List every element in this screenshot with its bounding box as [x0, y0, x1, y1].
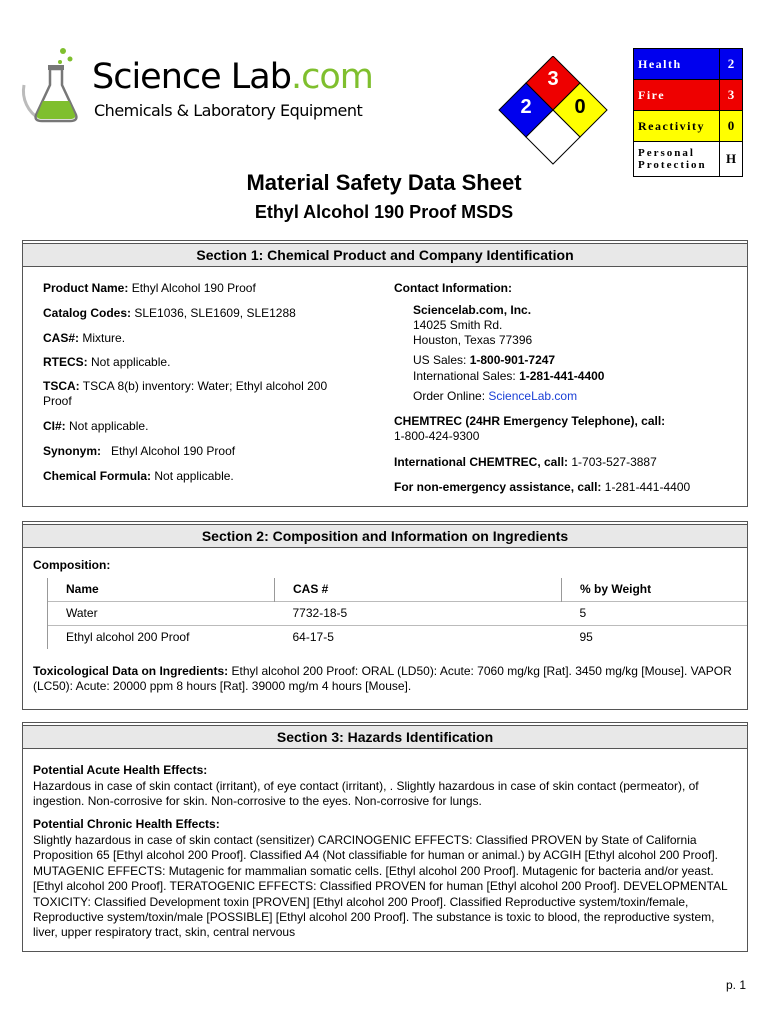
nfpa-fire-value: 3	[547, 68, 559, 90]
hazard-value: 3	[720, 80, 743, 111]
table-cell: Water	[48, 602, 275, 626]
flask-icon	[20, 45, 90, 125]
company-name: Sciencelab.com, Inc.	[413, 303, 532, 317]
contact-info-label: Contact Information:	[394, 281, 512, 295]
hazard-label: Personal Protection	[634, 142, 720, 177]
chemical-formula: Chemical Formula: Not applicable.	[43, 469, 234, 483]
hazard-row-health	[634, 49, 743, 80]
us-sales: US Sales: 1-800-901-7247	[413, 353, 556, 367]
table-cell: Ethyl alcohol 200 Proof	[48, 626, 275, 650]
synonym: Synonym: Ethyl Alcohol 190 Proof	[43, 444, 236, 458]
composition-table	[47, 578, 747, 649]
table-cell: 64-17-5	[275, 626, 562, 650]
tsca: TSCA: TSCA 8(b) inventory: Water; Ethyl alcohol 200 Proof	[43, 379, 328, 408]
section-heading: Section 3: Hazards Identification	[23, 725, 747, 749]
acute-effects-label: Potential Acute Health Effects:	[33, 763, 208, 777]
address-line-1: 14025 Smith Rd.	[413, 318, 503, 332]
acute-effects-text: Hazardous in case of skin contact (irritant), of eye contact (irritant), . Slightly hazardous in case of skin contact (permeator), of ingestion. Non-corrosive for skin. Non-corrosive to the eyes. Non-corrosive for lungs.	[33, 779, 699, 809]
rtecs: RTECS: Not applicable.	[43, 355, 171, 369]
order-online: Order Online: ScienceLab.com	[413, 389, 578, 403]
table-row	[48, 602, 748, 626]
hazard-value: 0	[720, 111, 743, 142]
hazard-value: 2	[720, 49, 743, 80]
section-2	[22, 521, 748, 710]
page-number: p. 1	[725, 978, 746, 992]
table-cell: 7732-18-5	[275, 602, 562, 626]
nfpa-health-value: 2	[520, 96, 532, 118]
hazard-row-fire	[634, 80, 743, 111]
composition-label: Composition:	[33, 558, 111, 572]
cas-number: CAS#: Mixture.	[43, 331, 126, 345]
toxicological-data: Toxicological Data on Ingredients: Ethyl alcohol 200 Proof: ORAL (LD50): Acute: 7060 mg/kg [Rat]. 3450 mg/kg [Mouse]. VAPOR (LC50): Acute: 20000 ppm 8 hours [Rat]. 39000 mg/m 4 hours [Mouse].	[33, 664, 732, 694]
chronic-effects-label: Potential Chronic Health Effects:	[33, 817, 220, 831]
document-title: Material Safety Data Sheet	[246, 170, 522, 195]
section-3	[22, 722, 748, 952]
hazard-value: H	[720, 142, 743, 177]
nfpa-diamond	[498, 56, 608, 166]
hazard-label: Fire	[634, 80, 720, 111]
product-name: Product Name: Ethyl Alcohol 190 Proof	[43, 281, 256, 295]
international-chemtrec: International CHEMTREC, call: 1-703-527-3887	[394, 455, 657, 469]
sciencelab-logo	[20, 45, 373, 125]
logo-tagline: Chemicals & Laboratory Equipment	[94, 101, 363, 120]
column-header: CAS #	[275, 578, 562, 602]
document-subtitle: Ethyl Alcohol 190 Proof MSDS	[254, 202, 514, 222]
chemtrec: CHEMTREC (24HR Emergency Telephone), call: 1-800-424-9300	[394, 414, 666, 443]
table-row	[48, 626, 748, 650]
table-header-row	[48, 578, 748, 602]
international-sales: International Sales: 1-281-441-4400	[413, 369, 605, 383]
column-header: % by Weight	[562, 578, 748, 602]
table-cell: 5	[562, 602, 748, 626]
hazard-rating-table	[633, 48, 743, 177]
hazard-label: Reactivity	[634, 111, 720, 142]
chronic-effects-text: Slightly hazardous in case of skin contact (sensitizer) CARCINOGENIC EFFECTS: Classified PROVEN by State of California Proposition 65 [Ethyl alcohol 200 Proof]. Classified A4 (Not classifiable for human or animal.) by ACGIH [Ethyl alcohol 200 Proof]. MUTAGENIC EFFECTS: Mutagenic for mammalian somatic cells. [Ethyl alcohol 200 Proof]. Mutagenic for bacteria and/or yeast. [Ethyl alcohol 200 Proof]. TERATOGENIC EFFECTS: Classified PROVEN for human [Ethyl alcohol 200 Proof]. DEVELOPMENTAL TOXICITY: Classified Development toxin [PROVEN] [Ethyl alcohol 200 Proof]. Classified Reproductive system/toxin/female, Reproductive system/toxin/male [POSSIBLE] [Ethyl alcohol 200 Proof]. The substance is toxic to blood, the reproductive system, liver, upper respiratory tract, skin, central nervous	[33, 833, 728, 940]
section-1	[22, 240, 748, 507]
section-heading: Section 2: Composition and Information on Ingredients	[23, 524, 747, 548]
hazard-label: Health	[634, 49, 720, 80]
section-heading: Section 1: Chemical Product and Company Identification	[23, 243, 747, 267]
nfpa-reactivity-value: 0	[574, 96, 586, 118]
column-header: Name	[48, 578, 275, 602]
logo-brand-text: Science Lab.com	[92, 57, 373, 97]
catalog-codes: Catalog Codes: SLE1036, SLE1609, SLE1288	[43, 306, 296, 320]
sciencelab-link[interactable]: ScienceLab.com	[488, 389, 578, 403]
ci-number: CI#: Not applicable.	[43, 419, 149, 433]
non-emergency-assistance: For non-emergency assistance, call: 1-281-441-4400	[394, 480, 691, 494]
hazard-row-reactivity	[634, 111, 743, 142]
table-cell: 95	[562, 626, 748, 650]
address-line-2: Houston, Texas 77396	[413, 333, 533, 347]
